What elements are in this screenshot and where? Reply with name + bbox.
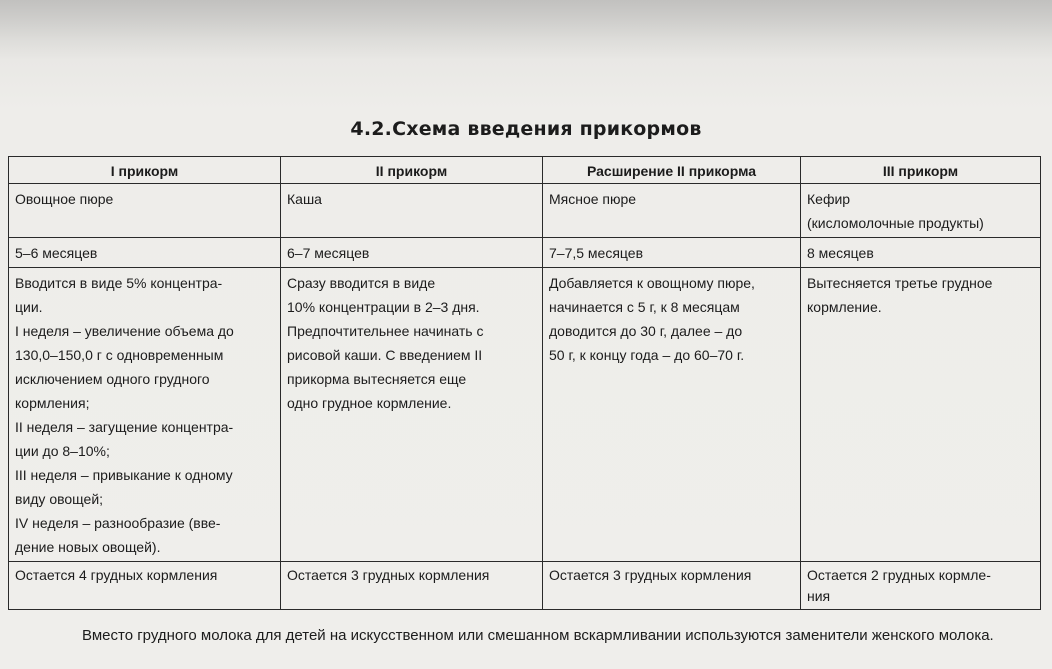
cell-text-line: дение новых овощей).: [15, 539, 161, 555]
cell-text-line: Остается 2 грудных кормле-: [807, 567, 991, 583]
cell-text-line: Вытесняется третье грудное: [807, 275, 993, 291]
cell-text-line: Вводится в виде 5% концентра-: [15, 275, 223, 291]
table-header-row: [9, 157, 1041, 184]
feedings-cell: [543, 562, 801, 610]
cell-text-line: ции до 8–10%;: [15, 443, 110, 459]
cell-text-line: рисовой каши. С введением II: [287, 347, 483, 363]
age-cell: 8 месяцев: [801, 238, 1041, 268]
cell-text-line: Кефир: [807, 191, 851, 207]
feedings-cell: [281, 562, 543, 610]
cell-text-line: ции.: [15, 299, 43, 315]
cell-text-line: Сразу вводится в виде: [287, 275, 436, 291]
description-cell: [801, 268, 1041, 562]
cell-text-line: Мясное пюре: [549, 191, 637, 207]
header-cell: III прикорм: [801, 157, 1041, 184]
cell-text-line: виду овощей;: [15, 491, 104, 507]
header-cell: Расширение II прикорма: [543, 157, 801, 184]
product-cell: [9, 184, 281, 238]
age-cell: 7–7,5 месяцев: [543, 238, 801, 268]
description-cell: [281, 268, 543, 562]
feeding-schedule-table: [8, 156, 1041, 610]
table-row-age: [9, 238, 1041, 268]
age-cell: 5–6 месяцев: [9, 238, 281, 268]
cell-text-line: Овощное пюре: [15, 191, 114, 207]
table-row-product: [9, 184, 1041, 238]
table-row-description: [9, 268, 1041, 562]
cell-text-line: кормление.: [807, 299, 882, 315]
cell-text-line: II неделя – загущение концентра-: [15, 419, 234, 435]
cell-text-line: начинается с 5 г, к 8 месяцам: [549, 299, 740, 315]
header-cell: II прикорм: [281, 157, 543, 184]
cell-text-line: 50 г, к концу года – до 60–70 г.: [549, 347, 745, 363]
product-cell: [801, 184, 1041, 238]
cell-text-line: Предпочтительнее начинать с: [287, 323, 484, 339]
page-title: 4.2.Схема введения прикормов: [350, 118, 702, 140]
cell-text-line: доводится до 30 г, далее – до: [549, 323, 743, 339]
feedings-cell: [9, 562, 281, 610]
header-cell: I прикорм: [9, 157, 281, 184]
page-shadow: [0, 0, 1052, 60]
cell-text-line: I неделя – увеличение объема до: [15, 323, 234, 339]
cell-text-line: III неделя – привыкание к одному: [15, 467, 233, 483]
feedings-cell: [801, 562, 1041, 610]
cell-text-line: Остается 3 грудных кормления: [549, 567, 752, 583]
description-cell: [543, 268, 801, 562]
cell-text-line: кормления;: [15, 395, 90, 411]
product-cell: [543, 184, 801, 238]
cell-text-line: 130,0–150,0 г с одновременным: [15, 347, 224, 363]
cell-text-line: одно грудное кормление.: [287, 395, 452, 411]
footnote-text: Вместо грудного молока для детей на искусственном или смешанном вскармливании используются заменители женского молока.: [82, 627, 994, 644]
cell-text-line: прикорма вытесняется еще: [287, 371, 467, 387]
description-cell: [9, 268, 281, 562]
cell-text-line: ния: [807, 588, 831, 604]
cell-text-line: IV неделя – разнообразие (вве-: [15, 515, 221, 531]
age-cell: 6–7 месяцев: [281, 238, 543, 268]
cell-text-line: Каша: [287, 191, 322, 207]
cell-text-line: Остается 4 грудных кормления: [15, 567, 218, 583]
table-row-feedings: [9, 562, 1041, 610]
cell-text-line: Добавляется к овощному пюре,: [549, 275, 755, 291]
cell-text-line: Остается 3 грудных кормления: [287, 567, 490, 583]
cell-text-line: (кисломолочные продукты): [807, 215, 984, 231]
cell-text-line: 10% концентрации в 2–3 дня.: [287, 299, 480, 315]
cell-text-line: исключением одного грудного: [15, 371, 210, 387]
product-cell: [281, 184, 543, 238]
